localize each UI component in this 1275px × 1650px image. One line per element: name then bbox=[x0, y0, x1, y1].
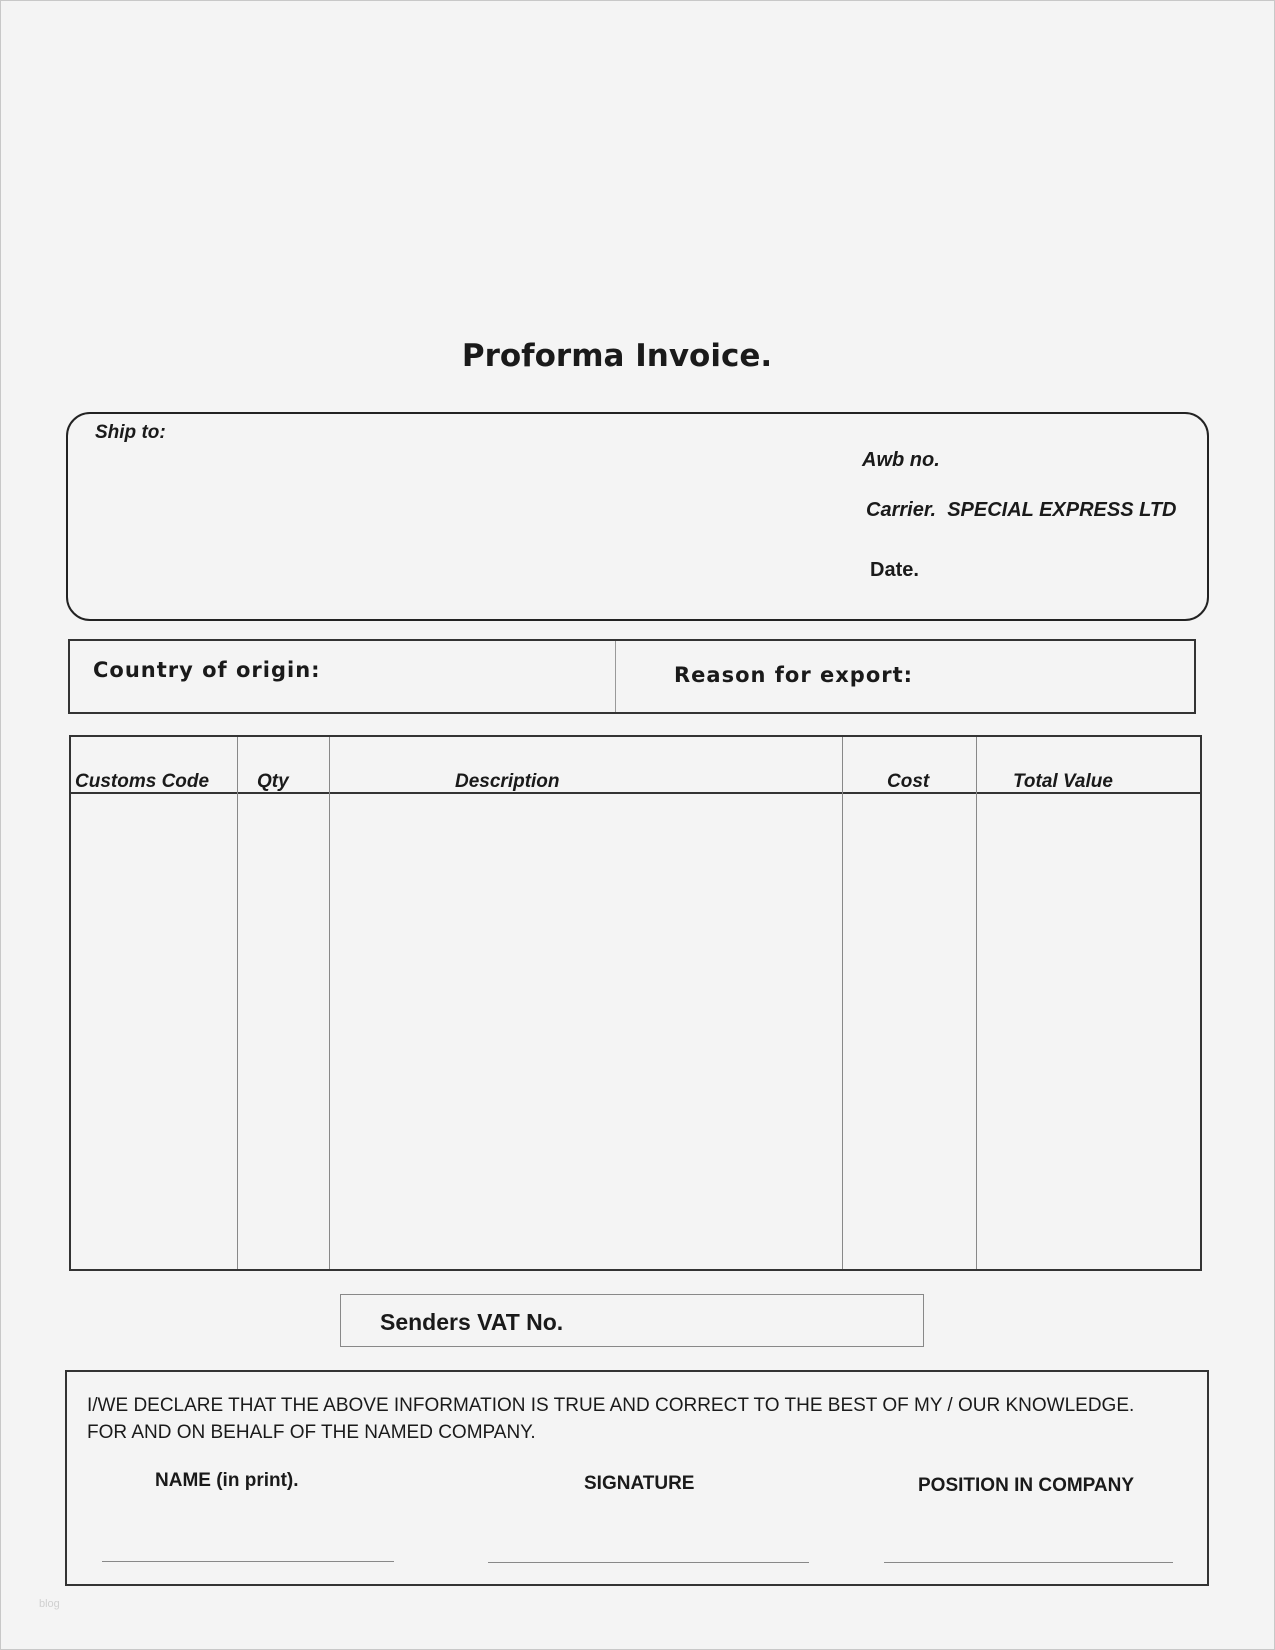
column-divider bbox=[329, 737, 330, 1269]
position-label: POSITION IN COMPANY bbox=[918, 1475, 1135, 1496]
vat-box bbox=[340, 1294, 924, 1347]
header-customs-code: Customs Code bbox=[75, 771, 210, 792]
shipping-box bbox=[66, 412, 1209, 621]
items-table bbox=[69, 735, 1202, 1271]
header-total-value: Total Value bbox=[1013, 771, 1113, 792]
name-input-line[interactable] bbox=[102, 1561, 394, 1562]
column-divider bbox=[237, 737, 238, 1269]
carrier-label: Carrier. bbox=[866, 499, 937, 521]
name-label: NAME (in print). bbox=[155, 1470, 299, 1491]
position-input-line[interactable] bbox=[884, 1562, 1173, 1563]
declaration-line-1: I/WE DECLARE THAT THE ABOVE INFORMATION IS TRUE AND CORRECT TO THE BEST OF MY / OUR KNOWLEDGE. bbox=[87, 1395, 1135, 1416]
header-qty: Qty bbox=[257, 771, 289, 792]
page-title: Proforma Invoice. bbox=[461, 338, 773, 374]
header-description: Description bbox=[455, 771, 560, 792]
watermark: blog bbox=[39, 1598, 60, 1610]
reason-for-export-label: Reason for export: bbox=[674, 663, 914, 687]
awb-label: Awb no. bbox=[862, 449, 940, 471]
column-divider bbox=[842, 737, 843, 1269]
origin-box bbox=[68, 639, 1196, 714]
signature-label: SIGNATURE bbox=[584, 1473, 695, 1494]
senders-vat-label: Senders VAT No. bbox=[380, 1309, 564, 1335]
declaration-line-2: FOR AND ON BEHALF OF THE NAMED COMPANY. bbox=[87, 1422, 536, 1443]
carrier-value: SPECIAL EXPRESS LTD bbox=[947, 499, 1177, 521]
date-label: Date. bbox=[870, 559, 919, 581]
header-cost: Cost bbox=[887, 771, 930, 792]
carrier-field bbox=[866, 499, 1177, 522]
country-of-origin-label: Country of origin: bbox=[93, 658, 321, 682]
ship-to-label: Ship to: bbox=[95, 422, 166, 443]
column-divider bbox=[976, 737, 977, 1269]
declaration-box bbox=[65, 1370, 1209, 1586]
divider bbox=[615, 641, 616, 712]
signature-input-line[interactable] bbox=[488, 1562, 809, 1563]
